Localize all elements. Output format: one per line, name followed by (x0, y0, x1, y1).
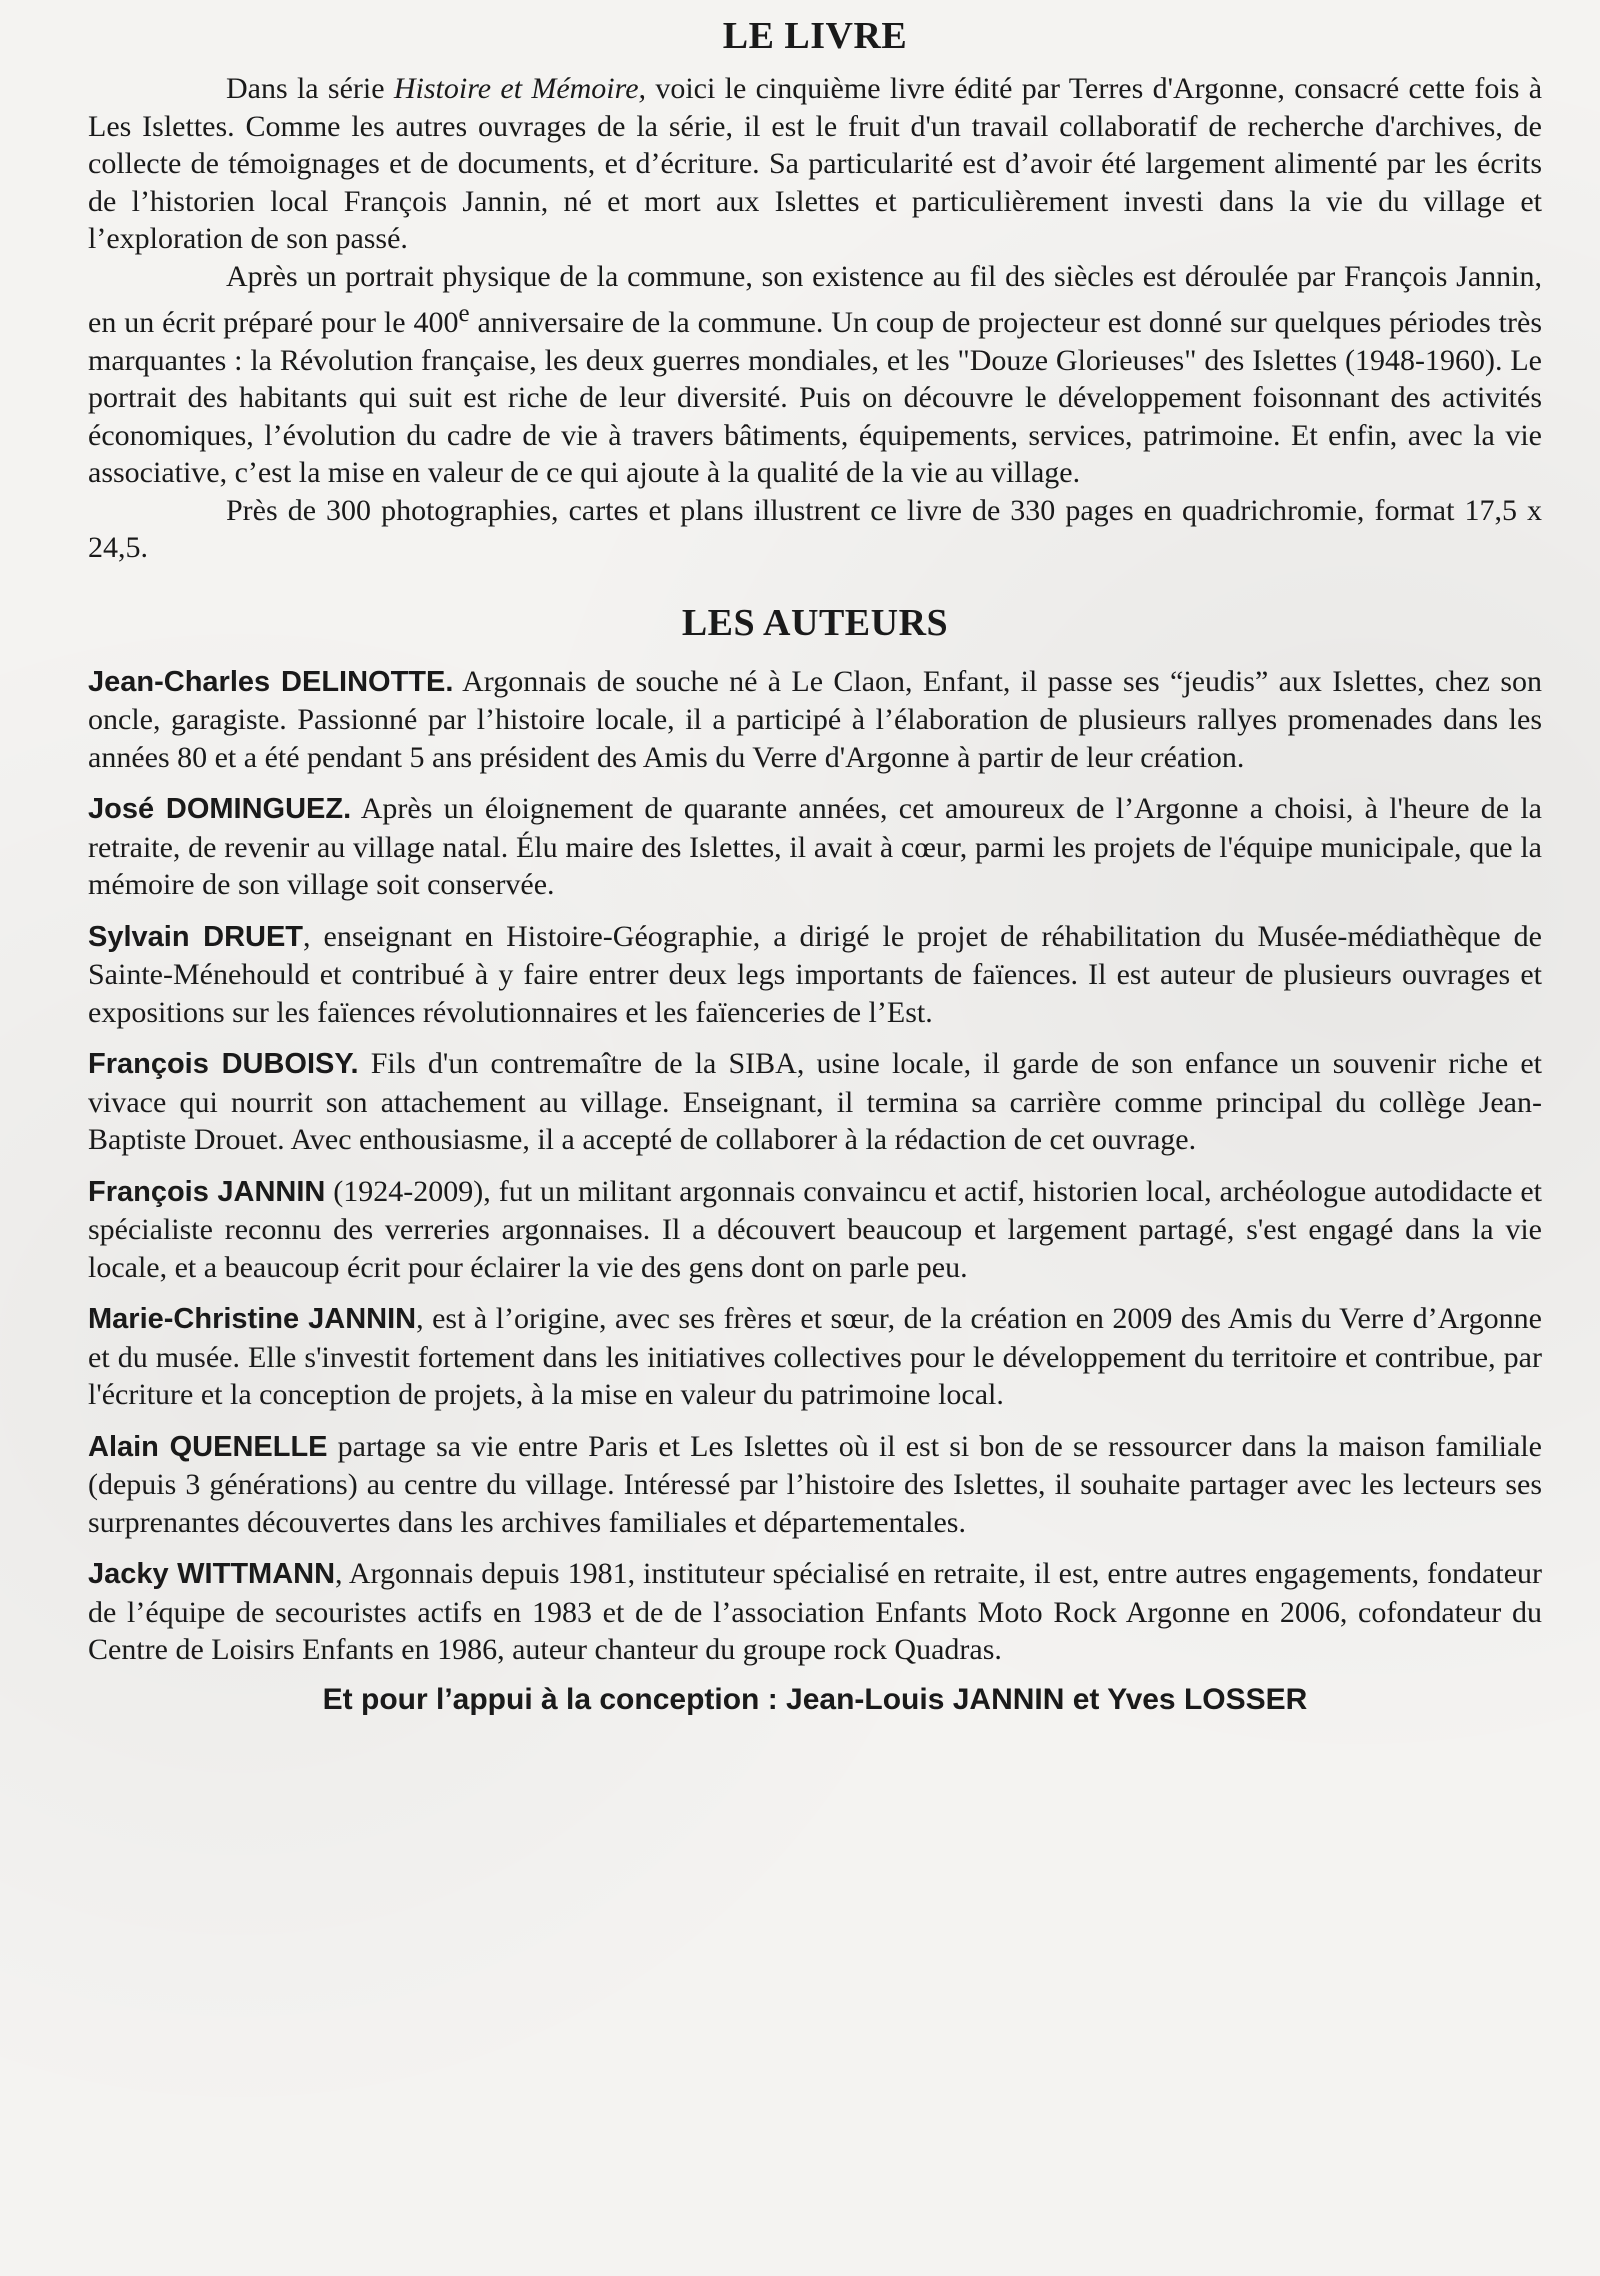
author-bio: Argonnais de souche né à Le Claon, Enfant, il passe ses “jeudis” aux Islettes, chez son oncle, garagiste. Passionné par l’histoire locale, il a participé à l’élaboration de plusieurs rallyes promenades dans les années 80 et a été pendant 5 ans président des Amis du Verre d'Argonne à partir de leur création. (88, 664, 1542, 774)
book-section-title: LE LIVRE (722, 15, 908, 57)
author-bio: partage sa vie entre Paris et Les Islettes où il est si bon de se ressourcer dans la maison familiale (depuis 3 générations) au centre du village. Intéressé par l’histoire des Islettes, il souhaite partager avec les lecteurs ses surprenantes découvertes dans les archives familiales et départementales. (88, 1429, 1542, 1539)
p2-superscript: e (458, 300, 470, 327)
author-name: Sylvain DRUET (88, 920, 304, 953)
author-bio: , est à l’origine, avec ses frères et sœur, de la création en 2009 des Amis du Verre d’Argonne et du musée. Elle s'investit fortement dans les initiatives collectives pour le développement du territoire et contribue, par l'écriture et la conception de projets, à la mise en valeur du patrimoine local. (88, 1302, 1542, 1411)
author-entry (88, 1428, 1542, 1542)
author-entry (88, 1045, 1542, 1159)
author-entry (88, 663, 1542, 777)
author-name: Jean-Charles DELINOTTE. (88, 665, 454, 698)
author-name: Alain QUENELLE (88, 1430, 328, 1463)
authors-section-title: LES AUTEURS (681, 601, 949, 644)
author-name: Jacky WITTMANN (88, 1558, 336, 1590)
p2-rest: anniversaire de la commune. Un coup de projecteur est donné sur quelques périodes très marquantes : la Révolution française, les deux guerres mondiales, et les "Douze Glorieuses" des Islettes (1948-1960). Le portrait des habitants qui suit est riche de leur diversité. Puis on découvre le développement foisonnant des activités économiques, l’évolution du cadre de vie à travers bâtiments, équipements, services, patrimoine. Et enfin, avec la vie associative, c’est la mise en valeur de ce qui ajoute à la qualité de la vie au village. (88, 306, 1542, 489)
book-paragraph-1 (88, 70, 1542, 258)
author-entry (88, 1173, 1542, 1287)
author-entry (88, 1555, 1542, 1669)
p1-start: Dans la série (226, 72, 394, 105)
series-name: Histoire et Mémoire, (393, 72, 647, 105)
author-bio: Après un éloignement de quarante années, cet amoureux de l’Argonne a choisi, à l'heure de la retraite, de revenir au village natal. Élu maire des Islettes, il avait à cœur, parmi les projets de l'équipe municipale, que la mémoire de son village soit conservée. (88, 792, 1543, 901)
p2-start: Après un portrait physique de la commune, son existence au fil des siècles est déroulée par François Jannin, en un écrit préparé pour le 400 (88, 259, 1542, 339)
design-credit: Et pour l’appui à la conception : Jean-Louis JANNIN et Yves LOSSER (322, 1682, 1308, 1716)
author-entry (88, 1300, 1542, 1414)
author-entry (88, 790, 1542, 904)
author-name: Marie-Christine JANNIN (88, 1303, 417, 1335)
book-paragraph-2 (88, 258, 1542, 492)
author-entry (88, 918, 1542, 1032)
author-bio: , enseignant en Histoire-Géographie, a dirigé le projet de réhabilitation du Musée-médiathèque de Sainte-Ménehould et contribué à y faire entrer deux legs importants de faïences. Il est auteur de plusieurs ouvrages et expositions sur les faïences révolutionnaires et les faïenceries de l’Est. (88, 919, 1543, 1029)
author-name: François JANNIN (88, 1175, 326, 1208)
author-bio: (1924-2009), fut un militant argonnais convaincu et actif, historien local, archéologue autodidacte et spécialiste reconnu des verreries argonnaises. Il a découvert beaucoup et largement partagé, s'est engagé dans la vie locale, et a beaucoup écrit pour éclairer la vie des gens dont on parle peu. (88, 1174, 1542, 1284)
author-bio: Fils d'un contremaître de la SIBA, usine locale, il garde de son enfance un souvenir riche et vivace qui nourrit son attachement au village. Enseignant, il termina sa carrière comme principal du collège Jean-Baptiste Drouet. Avec enthousiasme, il a accepté de collaborer à la rédaction de cet ouvrage. (88, 1047, 1542, 1156)
author-name: François DUBOISY. (88, 1048, 359, 1080)
book-paragraph-3: Près de 300 photographies, cartes et plans illustrent ce livre de 330 pages en quadrichromie, format 17,5 x 24,5. (88, 493, 1542, 564)
author-name: José DOMINGUEZ. (88, 793, 352, 825)
author-bio: , Argonnais depuis 1981, instituteur spécialisé en retraite, il est, entre autres engagements, fondateur de l’équipe de secouristes actifs en 1983 et de de l’association Enfants Moto Rock Argonne en 2006, cofondateur du Centre de Loisirs Enfants en 1986, auteur chanteur du groupe rock Quadras. (88, 1557, 1543, 1666)
p1-rest: voici le cinquième livre édité par Terres d'Argonne, consacré cette fois à Les Islettes. Comme les autres ouvrages de la série, il est le fruit d'un travail collaboratif de recherche d'archives, de collecte de témoignages et de documents, et d’écriture. Sa particularité est d’avoir été largement alimenté par les écrits de l’historien local François Jannin, né et mort aux Islettes et particulièrement investi dans la vie du village et l’exploration de son passé. (88, 72, 1543, 255)
